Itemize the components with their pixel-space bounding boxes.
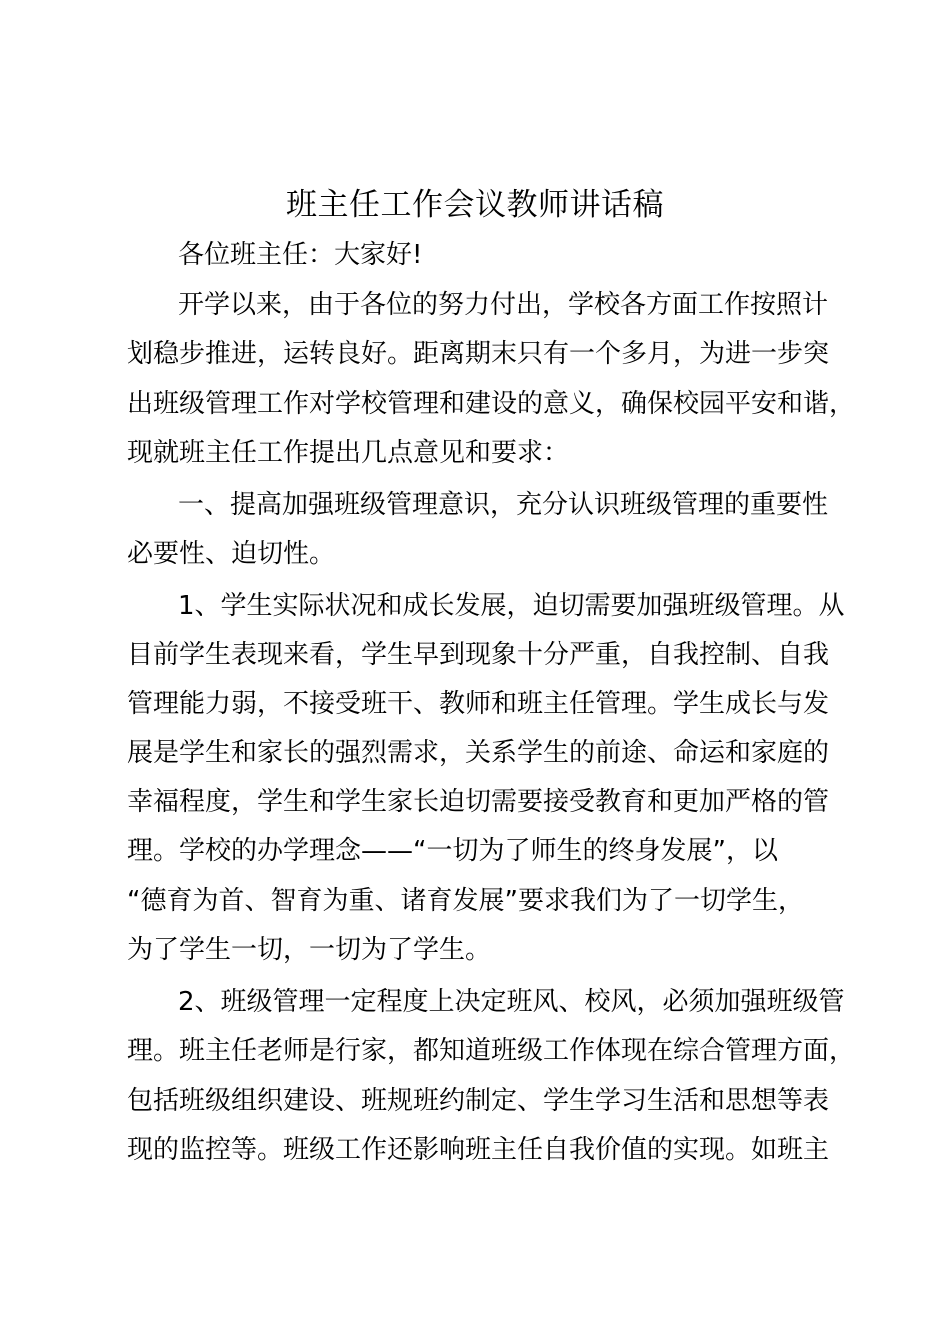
paragraph-line: 划稳步推进，运转良好。距离期末只有一个多月，为进一步突 [127, 339, 830, 369]
paragraph-line: 目前学生表现来看，学生早到现象十分严重，自我控制、自我 [127, 640, 830, 670]
greeting-line: 各位班主任：大家好! [178, 240, 423, 270]
paragraph-line: 1、学生实际状况和成长发展，迫切需要加强班级管理。从 [178, 591, 845, 621]
paragraph-line: 出班级管理工作对学校管理和建设的意义，确保校园平安和谐， [127, 389, 856, 419]
paragraph-line: 为了学生一切，一切为了学生。 [127, 935, 492, 965]
paragraph-line: 现就班主任工作提出几点意见和要求： [127, 438, 570, 468]
paragraph-line: 理。学校的办学理念——“一切为了师生的终身发展”，以 [127, 836, 778, 866]
paragraph-line: 现的监控等。班级工作还影响班主任自我价值的实现。如班主 [127, 1135, 830, 1165]
paragraph-line: 幸福程度，学生和学生家长迫切需要接受教育和更加严格的管 [127, 787, 830, 817]
paragraph-line: 包括班级组织建设、班规班约制定、学生学习生活和思想等表 [127, 1086, 830, 1116]
paragraph-line: 2、班级管理一定程度上决定班风、校风，必须加强班级管 [178, 987, 845, 1017]
paragraph-line: 开学以来，由于各位的努力付出，学校各方面工作按照计 [178, 290, 829, 320]
document-title: 班主任工作会议教师讲话稿 [286, 187, 664, 223]
paragraph-line: “德育为首、智育为重、诸育发展”要求我们为了一切学生， [127, 886, 804, 916]
paragraph-line: 管理能力弱，不接受班干、教师和班主任管理。学生成长与发 [127, 689, 830, 719]
paragraph-line: 展是学生和家长的强烈需求，关系学生的前途、命运和家庭的 [127, 738, 830, 768]
section-heading-line: 一、提高加强班级管理意识，充分认识班级管理的重要性 [178, 490, 829, 520]
paragraph-line: 理。班主任老师是行家，都知道班级工作体现在综合管理方面， [127, 1036, 856, 1066]
section-heading-line: 必要性、迫切性。 [127, 539, 336, 569]
